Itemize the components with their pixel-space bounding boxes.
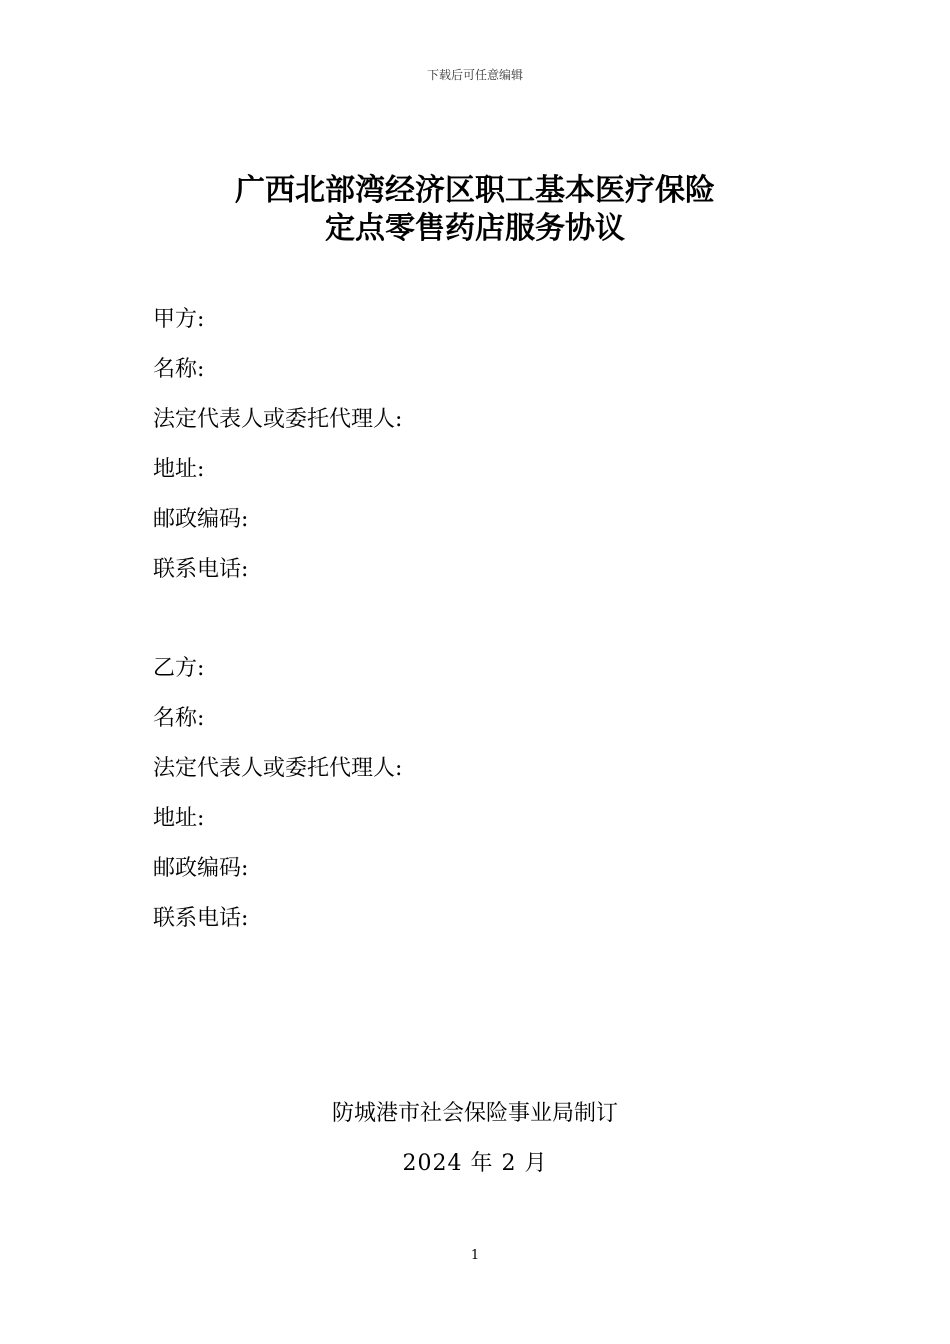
party-a-name-field: 名称: [153,357,205,382]
party-a-address-field: 地址: [153,457,205,482]
party-a-phone-field: 联系电话: [153,557,249,582]
party-b-section [153,652,803,952]
page-header-note: 下载后可任意编辑 [426,68,523,82]
party-a-section [153,303,803,603]
party-b-address-field: 地址: [153,806,205,831]
page-number: 1 [470,1248,480,1263]
issuer-block [0,1094,950,1184]
party-a-representative-field: 法定代表人或委托代理人: [153,407,403,432]
party-b-label: 乙方: [153,656,205,681]
issuer-text: 防城港市社会保险事业局制订 [331,1101,618,1126]
title-line-1: 广西北部湾经济区职工基本医疗保险 [235,173,715,208]
party-b-representative-field: 法定代表人或委托代理人: [153,756,403,781]
party-a-postcode-field: 邮政编码: [153,507,249,532]
document-title [0,172,950,248]
title-line-2: 定点零售药店服务协议 [325,211,625,246]
party-b-postcode-field: 邮政编码: [153,856,249,881]
party-a-label: 甲方: [153,307,205,332]
party-b-name-field: 名称: [153,706,205,731]
party-b-phone-field: 联系电话: [153,906,249,931]
issue-date: 2024 年 2 月 [402,1151,548,1176]
